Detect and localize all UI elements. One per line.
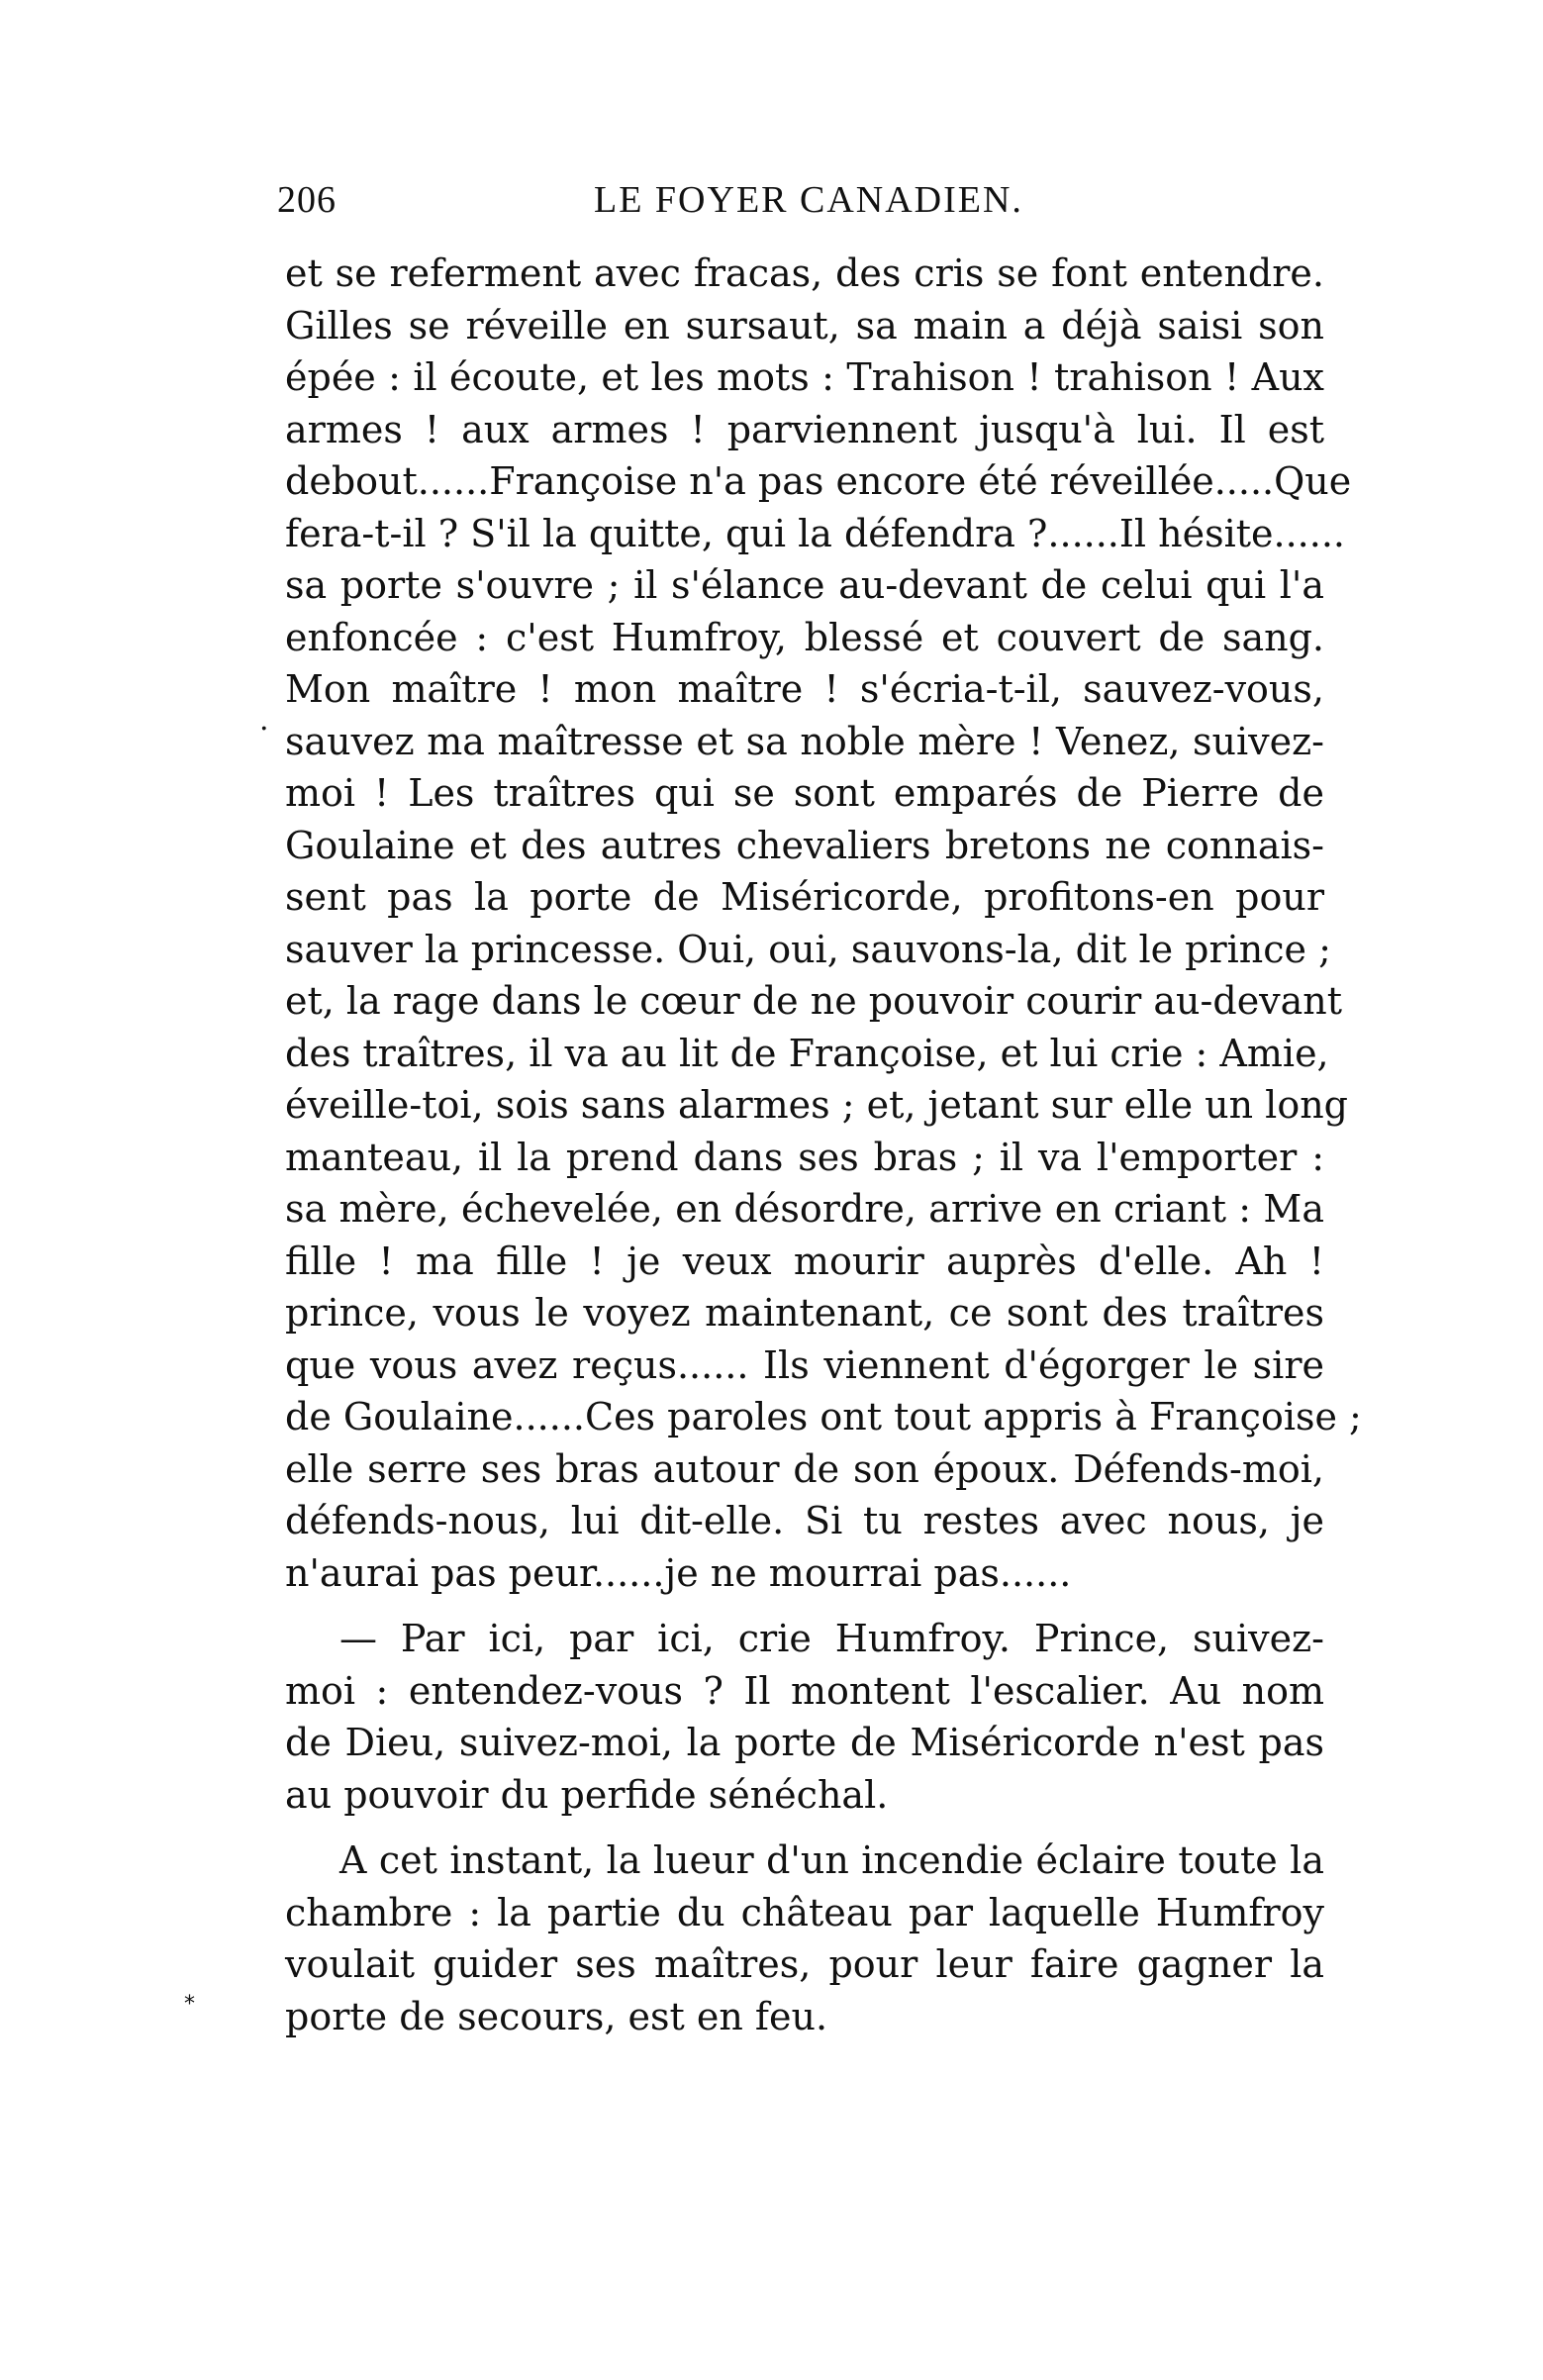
paragraph-1 xyxy=(285,248,1362,1599)
page-header xyxy=(277,178,1326,228)
paragraph-3 xyxy=(285,1835,1324,2042)
text-line: sa porte s'ouvre ; il s'élance au-devant de celui qui l'a xyxy=(285,563,1324,607)
text-line: de Dieu, suivez-moi, la porte de Miséricorde n'est pas xyxy=(285,1721,1324,1764)
text-line: A cet instant, la lueur d'un incendie éclaire toute la xyxy=(339,1838,1324,1882)
text-line: Goulaine et des autres chevaliers bretons ne connais- xyxy=(285,823,1324,867)
margin-star-mark: * xyxy=(184,1992,195,2017)
text-line: chambre : la partie du château par laquelle Humfroy xyxy=(285,1890,1324,1934)
text-line: armes ! aux armes ! parviennent jusqu'à lui. Il est xyxy=(285,407,1324,451)
text-line: Gilles se réveille en sursaut, sa main a déjà saisi son xyxy=(285,303,1324,347)
text-line: Mon maître ! mon maître ! s'écria-t-il, sauvez-vous, xyxy=(285,667,1324,711)
text-line: voulait guider ses maîtres, pour leur faire gagner la xyxy=(285,1942,1324,1986)
text-line: épée : il écoute, et les mots : Trahison ! trahison ! Aux xyxy=(285,355,1324,399)
text-line: de Goulaine......Ces paroles ont tout appris à Françoise ; xyxy=(285,1395,1362,1438)
text-line: — Par ici, par ici, crie Humfroy. Prince, suivez- xyxy=(339,1617,1324,1660)
text-line: fera-t-il ? S'il la quitte, qui la défendra ?......Il hésite...... xyxy=(285,511,1345,555)
text-line: moi ! Les traîtres qui se sont emparés de Pierre de xyxy=(285,771,1324,815)
text-line: manteau, il la prend dans ses bras ; il va l'emporter : xyxy=(285,1135,1324,1179)
text-line: fille ! ma fille ! je veux mourir auprès d'elle. Ah ! xyxy=(285,1239,1324,1283)
text-line: et, la rage dans le cœur de ne pouvoir courir au-devant xyxy=(285,979,1343,1023)
text-line: que vous avez reçus...... Ils viennent d'égorger le sire xyxy=(285,1342,1324,1387)
text-line: défends-nous, lui dit-elle. Si tu restes avec nous, je xyxy=(285,1499,1324,1542)
text-line: porte de secours, est en feu. xyxy=(285,1994,828,2038)
paragraph-2 xyxy=(285,1613,1324,1821)
text-line: prince, vous le voyez maintenant, ce sont des traîtres xyxy=(285,1291,1324,1335)
text-line: au pouvoir du perfide sénéchal. xyxy=(285,1772,889,1817)
text-line: debout......Françoise n'a pas encore été réveillée.....Que xyxy=(285,459,1352,503)
text-line: n'aurai pas peur......je ne mourrai pas...... xyxy=(285,1550,1072,1595)
text-line: elle serre ses bras autour de son époux. Défends-moi, xyxy=(285,1446,1324,1491)
text-line: sauver la princesse. Oui, oui, sauvons-la, dit le prince ; xyxy=(285,927,1331,971)
text-line: enfoncée : c'est Humfroy, blessé et couvert de sang. xyxy=(285,615,1324,659)
text-line: et se referment avec fracas, des cris se font entendre. xyxy=(285,251,1324,295)
text-line: sent pas la porte de Miséricorde, profitons-en pour xyxy=(285,875,1324,919)
text-line: sa mère, échevelée, en désordre, arrive en criant : Ma xyxy=(285,1187,1324,1231)
text-line: sauvez ma maîtresse et sa noble mère ! Venez, suivez- xyxy=(285,719,1324,763)
margin-dot-mark: . xyxy=(259,703,269,738)
body-text xyxy=(285,248,1362,2042)
text-line: moi : entendez-vous ? Il montent l'escalier. Au nom xyxy=(285,1668,1324,1713)
text-line: des traîtres, il va au lit de Françoise, et lui crie : Amie, xyxy=(285,1031,1329,1075)
running-title: LE FOYER CANADIEN. xyxy=(594,179,1023,221)
text-line: éveille-toi, sois sans alarmes ; et, jetant sur elle un long xyxy=(285,1083,1349,1127)
page-number: 206 xyxy=(277,179,337,221)
